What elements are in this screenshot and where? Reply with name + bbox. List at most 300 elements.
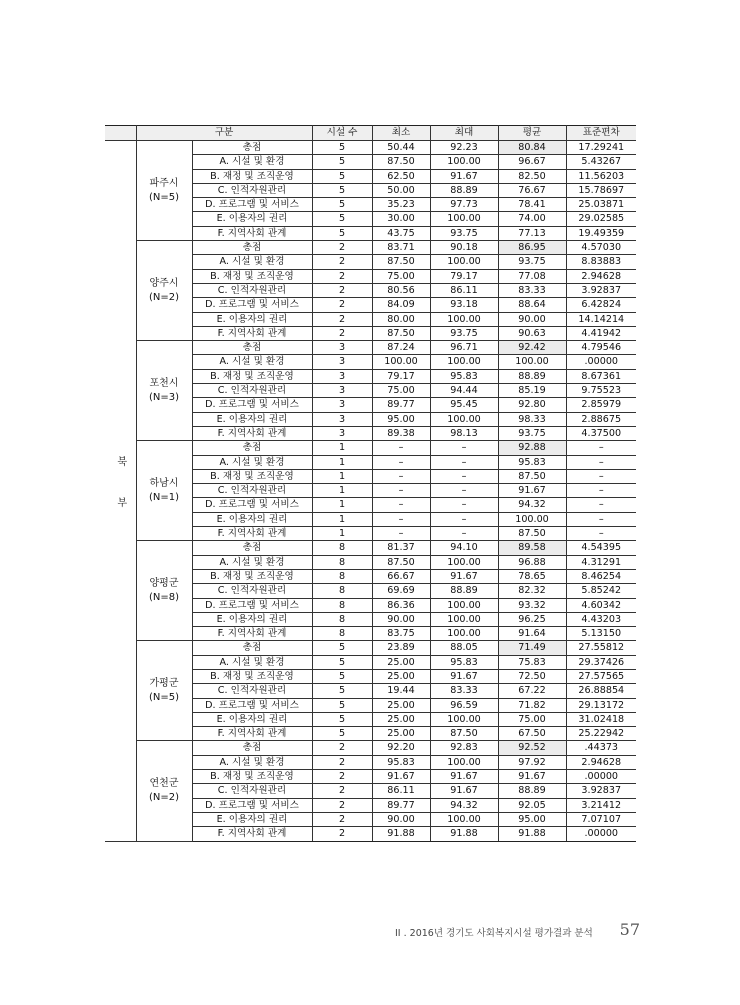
cell-facilities: 5 — [312, 226, 372, 240]
cell-max: 96.59 — [430, 698, 498, 712]
cell-sd: 4.60342 — [566, 598, 636, 612]
cell-max: – — [430, 469, 498, 483]
table-row — [105, 341, 636, 355]
cell-sd: .00000 — [566, 827, 636, 841]
cell-min: 87.50 — [372, 555, 430, 569]
cell-min: 35.23 — [372, 198, 430, 212]
cell-mean: 88.89 — [498, 369, 566, 383]
cell-item: C. 인적자원관리 — [192, 684, 312, 698]
cell-facilities: 5 — [312, 141, 372, 155]
cell-max: 93.75 — [430, 326, 498, 340]
cell-mean: 95.00 — [498, 812, 566, 826]
cell-max: – — [430, 527, 498, 541]
cell-sd: 2.88675 — [566, 412, 636, 426]
cell-sd: – — [566, 512, 636, 526]
group-cell — [136, 541, 192, 641]
cell-facilities: 1 — [312, 484, 372, 498]
cell-max: – — [430, 484, 498, 498]
page-number: 57 — [619, 920, 640, 939]
cell-item: D. 프로그램 및 서비스 — [192, 598, 312, 612]
cell-sd: 4.57030 — [566, 241, 636, 255]
cell-mean: 93.32 — [498, 598, 566, 612]
group-cell — [136, 341, 192, 441]
cell-min: 95.83 — [372, 755, 430, 769]
cell-item: 총점 — [192, 741, 312, 755]
cell-mean: 95.83 — [498, 455, 566, 469]
group-count: (N=5) — [148, 691, 180, 703]
group-name: 양평군 — [149, 577, 179, 589]
cell-min: 79.17 — [372, 369, 430, 383]
cell-min: 89.77 — [372, 398, 430, 412]
table-row — [105, 641, 636, 655]
cell-min: – — [372, 484, 430, 498]
cell-facilities: 2 — [312, 755, 372, 769]
cell-min: 84.09 — [372, 298, 430, 312]
cell-min: – — [372, 512, 430, 526]
cell-mean: 71.49 — [498, 641, 566, 655]
cell-sd: 6.42824 — [566, 298, 636, 312]
cell-mean: 74.00 — [498, 212, 566, 226]
group-name: 파주시 — [149, 177, 179, 189]
cell-max: 100.00 — [430, 712, 498, 726]
cell-min: 90.00 — [372, 612, 430, 626]
cell-sd: – — [566, 498, 636, 512]
cell-sd: 29.13172 — [566, 698, 636, 712]
cell-max: 97.73 — [430, 198, 498, 212]
cell-max: – — [430, 455, 498, 469]
cell-max: 100.00 — [430, 355, 498, 369]
group-cell — [136, 241, 192, 341]
cell-sd: 11.56203 — [566, 169, 636, 183]
cell-min: 83.75 — [372, 627, 430, 641]
cell-facilities: 8 — [312, 598, 372, 612]
cell-max: – — [430, 441, 498, 455]
cell-item: 총점 — [192, 341, 312, 355]
cell-max: 87.50 — [430, 727, 498, 741]
cell-max: 95.45 — [430, 398, 498, 412]
cell-sd: 27.55812 — [566, 641, 636, 655]
group-count: (N=2) — [148, 291, 180, 303]
table-row — [105, 441, 636, 455]
cell-facilities: 8 — [312, 627, 372, 641]
cell-max: 100.00 — [430, 598, 498, 612]
cell-min: 25.00 — [372, 669, 430, 683]
cell-min: 83.71 — [372, 241, 430, 255]
cell-max: 100.00 — [430, 627, 498, 641]
cell-min: – — [372, 441, 430, 455]
cell-item: 총점 — [192, 541, 312, 555]
group-cell — [136, 441, 192, 541]
cell-max: 94.10 — [430, 541, 498, 555]
cell-item: E. 이용자의 권리 — [192, 412, 312, 426]
cell-facilities: 5 — [312, 655, 372, 669]
cell-facilities: 2 — [312, 255, 372, 269]
cell-item: F. 지역사회 관계 — [192, 527, 312, 541]
cell-max: 100.00 — [430, 255, 498, 269]
cell-facilities: 3 — [312, 369, 372, 383]
cell-min: 90.00 — [372, 812, 430, 826]
cell-item: D. 프로그램 및 서비스 — [192, 298, 312, 312]
group-name: 하남시 — [149, 477, 179, 489]
cell-facilities: 5 — [312, 669, 372, 683]
cell-facilities: 1 — [312, 469, 372, 483]
cell-max: 100.00 — [430, 755, 498, 769]
cell-item: C. 인적자원관리 — [192, 384, 312, 398]
header-sd: 표준편차 — [566, 126, 636, 141]
cell-item: E. 이용자의 권리 — [192, 212, 312, 226]
region-cell — [105, 141, 136, 842]
cell-item: E. 이용자의 권리 — [192, 712, 312, 726]
cell-item: F. 지역사회 관계 — [192, 426, 312, 440]
cell-item: D. 프로그램 및 서비스 — [192, 398, 312, 412]
cell-mean: 82.32 — [498, 584, 566, 598]
cell-max: 100.00 — [430, 155, 498, 169]
cell-min: 62.50 — [372, 169, 430, 183]
cell-item: D. 프로그램 및 서비스 — [192, 198, 312, 212]
cell-min: 89.77 — [372, 798, 430, 812]
cell-mean: 67.22 — [498, 684, 566, 698]
cell-max: 100.00 — [430, 612, 498, 626]
cell-facilities: 3 — [312, 398, 372, 412]
cell-max: 86.11 — [430, 283, 498, 297]
cell-max: 79.17 — [430, 269, 498, 283]
cell-item: D. 프로그램 및 서비스 — [192, 798, 312, 812]
cell-sd: 14.14214 — [566, 312, 636, 326]
cell-facilities: 5 — [312, 684, 372, 698]
cell-max: 93.18 — [430, 298, 498, 312]
cell-min: 86.36 — [372, 598, 430, 612]
cell-mean: 98.33 — [498, 412, 566, 426]
cell-max: 88.89 — [430, 584, 498, 598]
group-cell — [136, 141, 192, 241]
cell-item: E. 이용자의 권리 — [192, 512, 312, 526]
group-name: 연천군 — [149, 778, 179, 789]
cell-mean: 82.50 — [498, 169, 566, 183]
cell-min: 19.44 — [372, 684, 430, 698]
cell-mean: 88.64 — [498, 298, 566, 312]
cell-mean: 77.13 — [498, 226, 566, 240]
group-name: 포천시 — [149, 377, 179, 389]
table-body — [105, 141, 636, 842]
cell-facilities: 1 — [312, 455, 372, 469]
cell-item: A. 시설 및 환경 — [192, 655, 312, 669]
cell-item: F. 지역사회 관계 — [192, 727, 312, 741]
cell-item: B. 재정 및 조직운영 — [192, 269, 312, 283]
cell-max: 100.00 — [430, 212, 498, 226]
header-facilities: 시설 수 — [312, 126, 372, 141]
cell-item: F. 지역사회 관계 — [192, 226, 312, 240]
cell-sd: 31.02418 — [566, 712, 636, 726]
cell-mean: 67.50 — [498, 727, 566, 741]
cell-item: 총점 — [192, 441, 312, 455]
group-count: (N=1) — [148, 491, 180, 503]
cell-sd: 4.79546 — [566, 341, 636, 355]
cell-sd: .44373 — [566, 741, 636, 755]
cell-min: 50.00 — [372, 183, 430, 197]
cell-sd: 8.83883 — [566, 255, 636, 269]
cell-item: C. 인적자원관리 — [192, 484, 312, 498]
cell-item: A. 시설 및 환경 — [192, 155, 312, 169]
cell-min: 91.67 — [372, 770, 430, 784]
cell-facilities: 2 — [312, 326, 372, 340]
cell-min: 25.00 — [372, 712, 430, 726]
cell-max: 91.67 — [430, 770, 498, 784]
cell-mean: 91.88 — [498, 827, 566, 841]
cell-item: A. 시설 및 환경 — [192, 555, 312, 569]
cell-mean: 71.82 — [498, 698, 566, 712]
cell-item: E. 이용자의 권리 — [192, 812, 312, 826]
cell-mean: 97.92 — [498, 755, 566, 769]
cell-max: 88.89 — [430, 183, 498, 197]
cell-facilities: 1 — [312, 527, 372, 541]
cell-sd: 3.92837 — [566, 784, 636, 798]
group-count: (N=5) — [148, 191, 180, 203]
cell-item: B. 재정 및 조직운영 — [192, 369, 312, 383]
cell-sd: 4.37500 — [566, 426, 636, 440]
cell-min: 66.67 — [372, 569, 430, 583]
header-max: 최대 — [430, 126, 498, 141]
cell-min: 75.00 — [372, 269, 430, 283]
cell-mean: 80.84 — [498, 141, 566, 155]
cell-sd: – — [566, 441, 636, 455]
header-mean: 평균 — [498, 126, 566, 141]
cell-max: 88.05 — [430, 641, 498, 655]
cell-max: 95.83 — [430, 369, 498, 383]
cell-mean: 85.19 — [498, 384, 566, 398]
cell-sd: 5.43267 — [566, 155, 636, 169]
cell-mean: 92.52 — [498, 741, 566, 755]
cell-max: 94.44 — [430, 384, 498, 398]
cell-mean: 92.05 — [498, 798, 566, 812]
cell-mean: 75.00 — [498, 712, 566, 726]
cell-max: 91.67 — [430, 669, 498, 683]
cell-item: F. 지역사회 관계 — [192, 326, 312, 340]
cell-facilities: 5 — [312, 727, 372, 741]
cell-mean: 92.80 — [498, 398, 566, 412]
cell-min: 30.00 — [372, 212, 430, 226]
cell-facilities: 2 — [312, 283, 372, 297]
cell-facilities: 1 — [312, 512, 372, 526]
group-name: 양주시 — [149, 277, 179, 289]
table-row — [105, 241, 636, 255]
cell-mean: 89.58 — [498, 541, 566, 555]
cell-min: 25.00 — [372, 698, 430, 712]
header-min: 최소 — [372, 126, 430, 141]
cell-item: D. 프로그램 및 서비스 — [192, 698, 312, 712]
group-count: (N=3) — [148, 391, 180, 403]
cell-min: 100.00 — [372, 355, 430, 369]
page-footer — [395, 920, 640, 940]
cell-mean: 94.32 — [498, 498, 566, 512]
cell-item: D. 프로그램 및 서비스 — [192, 498, 312, 512]
cell-item: E. 이용자의 권리 — [192, 612, 312, 626]
cell-item: C. 인적자원관리 — [192, 283, 312, 297]
group-cell — [136, 741, 192, 841]
cell-min: 95.00 — [372, 412, 430, 426]
cell-item: B. 재정 및 조직운영 — [192, 770, 312, 784]
cell-sd: 9.75523 — [566, 384, 636, 398]
cell-facilities: 1 — [312, 498, 372, 512]
cell-item: A. 시설 및 환경 — [192, 755, 312, 769]
cell-item: A. 시설 및 환경 — [192, 455, 312, 469]
cell-facilities: 8 — [312, 612, 372, 626]
cell-sd: 17.29241 — [566, 141, 636, 155]
cell-sd: 4.41942 — [566, 326, 636, 340]
cell-min: 87.50 — [372, 155, 430, 169]
cell-mean: 83.33 — [498, 283, 566, 297]
cell-item: F. 지역사회 관계 — [192, 827, 312, 841]
cell-min: 25.00 — [372, 727, 430, 741]
group-count: (N=2) — [148, 792, 180, 803]
cell-min: 86.11 — [372, 784, 430, 798]
cell-sd: 7.07107 — [566, 812, 636, 826]
group-count: (N=8) — [148, 591, 180, 603]
cell-mean: 86.95 — [498, 241, 566, 255]
cell-sd: 2.85979 — [566, 398, 636, 412]
header-category: 구분 — [136, 126, 312, 141]
cell-sd: 5.85242 — [566, 584, 636, 598]
cell-facilities: 8 — [312, 555, 372, 569]
cell-mean: 96.67 — [498, 155, 566, 169]
cell-item: C. 인적자원관리 — [192, 584, 312, 598]
cell-min: 89.38 — [372, 426, 430, 440]
cell-facilities: 5 — [312, 712, 372, 726]
cell-sd: 2.94628 — [566, 269, 636, 283]
cell-min: 50.44 — [372, 141, 430, 155]
cell-min: 43.75 — [372, 226, 430, 240]
cell-sd: 5.13150 — [566, 627, 636, 641]
cell-facilities: 2 — [312, 812, 372, 826]
cell-sd: 4.31291 — [566, 555, 636, 569]
cell-mean: 96.88 — [498, 555, 566, 569]
cell-mean: 96.25 — [498, 612, 566, 626]
cell-facilities: 5 — [312, 155, 372, 169]
cell-mean: 76.67 — [498, 183, 566, 197]
cell-sd: 3.92837 — [566, 283, 636, 297]
cell-sd: 4.54395 — [566, 541, 636, 555]
cell-item: 총점 — [192, 641, 312, 655]
cell-sd: .00000 — [566, 355, 636, 369]
cell-sd: 15.78697 — [566, 183, 636, 197]
cell-max: 100.00 — [430, 812, 498, 826]
cell-item: F. 지역사회 관계 — [192, 627, 312, 641]
cell-facilities: 8 — [312, 584, 372, 598]
cell-facilities: 3 — [312, 426, 372, 440]
cell-max: 94.32 — [430, 798, 498, 812]
cell-max: 83.33 — [430, 684, 498, 698]
cell-facilities: 5 — [312, 212, 372, 226]
cell-sd: 8.67361 — [566, 369, 636, 383]
cell-facilities: 3 — [312, 384, 372, 398]
cell-facilities: 3 — [312, 355, 372, 369]
cell-mean: 92.88 — [498, 441, 566, 455]
cell-sd: 19.49359 — [566, 226, 636, 240]
cell-max: 91.67 — [430, 784, 498, 798]
cell-facilities: 5 — [312, 169, 372, 183]
cell-facilities: 2 — [312, 798, 372, 812]
cell-item: A. 시설 및 환경 — [192, 355, 312, 369]
cell-max: 93.75 — [430, 226, 498, 240]
cell-facilities: 2 — [312, 827, 372, 841]
cell-min: – — [372, 455, 430, 469]
footer-title: II . 2016년 경기도 사회복지시설 평가결과 분석 — [395, 928, 593, 939]
cell-facilities: 2 — [312, 241, 372, 255]
cell-min: 91.88 — [372, 827, 430, 841]
cell-sd: – — [566, 484, 636, 498]
cell-min: – — [372, 498, 430, 512]
cell-min: 69.69 — [372, 584, 430, 598]
cell-sd: – — [566, 455, 636, 469]
cell-sd: 29.37426 — [566, 655, 636, 669]
cell-sd: 3.21412 — [566, 798, 636, 812]
cell-min: 92.20 — [372, 741, 430, 755]
cell-mean: 93.75 — [498, 255, 566, 269]
cell-max: 90.18 — [430, 241, 498, 255]
cell-sd: 2.94628 — [566, 755, 636, 769]
cell-sd: 27.57565 — [566, 669, 636, 683]
cell-mean: 78.41 — [498, 198, 566, 212]
cell-sd: .00000 — [566, 770, 636, 784]
cell-facilities: 8 — [312, 541, 372, 555]
cell-facilities: 3 — [312, 412, 372, 426]
cell-mean: 72.50 — [498, 669, 566, 683]
cell-min: 80.00 — [372, 312, 430, 326]
cell-mean: 90.00 — [498, 312, 566, 326]
region-label: 북 부 — [114, 456, 126, 522]
cell-item: B. 재정 및 조직운영 — [192, 169, 312, 183]
cell-mean: 93.75 — [498, 426, 566, 440]
header-row — [105, 126, 636, 141]
cell-sd: 25.22942 — [566, 727, 636, 741]
table-row — [105, 141, 636, 155]
cell-mean: 87.50 — [498, 469, 566, 483]
cell-mean: 75.83 — [498, 655, 566, 669]
cell-sd: 29.02585 — [566, 212, 636, 226]
cell-item: B. 재정 및 조직운영 — [192, 669, 312, 683]
cell-min: 87.24 — [372, 341, 430, 355]
cell-facilities: 2 — [312, 312, 372, 326]
cell-max: 98.13 — [430, 426, 498, 440]
cell-max: 91.67 — [430, 169, 498, 183]
cell-facilities: 5 — [312, 183, 372, 197]
cell-max: 91.67 — [430, 569, 498, 583]
cell-facilities: 3 — [312, 341, 372, 355]
cell-mean: 77.08 — [498, 269, 566, 283]
cell-mean: 91.67 — [498, 484, 566, 498]
cell-min: 23.89 — [372, 641, 430, 655]
cell-min: 80.56 — [372, 283, 430, 297]
cell-max: 91.88 — [430, 827, 498, 841]
cell-mean: 87.50 — [498, 527, 566, 541]
group-name: 가평군 — [149, 677, 179, 689]
cell-max: – — [430, 512, 498, 526]
cell-sd: 26.88854 — [566, 684, 636, 698]
cell-min: 81.37 — [372, 541, 430, 555]
cell-min: 87.50 — [372, 326, 430, 340]
cell-mean: 78.65 — [498, 569, 566, 583]
table-row — [105, 541, 636, 555]
cell-min: 87.50 — [372, 255, 430, 269]
cell-max: 92.83 — [430, 741, 498, 755]
cell-mean: 91.64 — [498, 627, 566, 641]
cell-sd: 8.46254 — [566, 569, 636, 583]
cell-item: 총점 — [192, 241, 312, 255]
cell-facilities: 5 — [312, 198, 372, 212]
cell-facilities: 1 — [312, 441, 372, 455]
cell-max: 100.00 — [430, 312, 498, 326]
cell-sd: – — [566, 469, 636, 483]
cell-max: 96.71 — [430, 341, 498, 355]
